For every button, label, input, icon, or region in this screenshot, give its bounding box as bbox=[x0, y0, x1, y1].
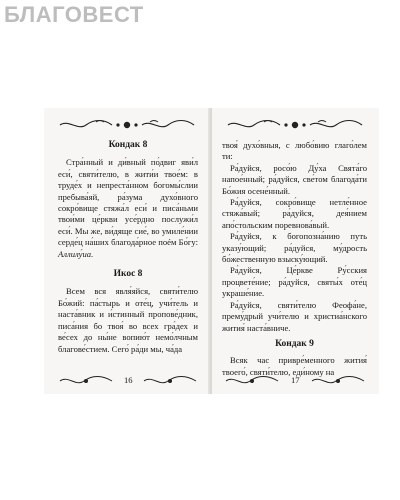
rejoice-4: Ра́дуйся, Це́ркве Ру́сския процвете́ние; ра́дуйся, святы́х оте́ц украше́ние. bbox=[222, 265, 367, 299]
rejoice-5: Ра́дуйся, святи́телю Феофа́не, прему́дрый учи́телю и христиа́нского жития́ наста́вниче. bbox=[222, 299, 367, 333]
right-continuation: твоя́ духо́вныя, с любо́вию глаго́лем ти: bbox=[222, 140, 367, 162]
page-number-16: 16 bbox=[124, 375, 133, 385]
kondak-9-heading: Кондак 9 bbox=[275, 338, 314, 349]
kondak-8-body: Стра́нный и ди́вный по́двиг яви́л еси́, святи́телю, в жити́и твое́м: в труде́х и непреста́нном богомы́слии пребыва́яй, ра́зума духо́вного сокро́вище стяжа́л еси́ и писа́ньми твои́ми це́ркви усе́рдно послужи́л еси́. Мы же, ви́дяще сие́, во умиле́нии серде́ц на́ших благода́рное поéм Бо́гу: bbox=[58, 157, 198, 248]
bottom-ornament-right-2 bbox=[310, 374, 366, 388]
rejoice-2: Ра́дуйся, сокро́вище нетле́нное стяжа́вый; ра́дуйся, дея́нием апо́стольским поревнова́вый. bbox=[222, 197, 367, 230]
bottom-ornament-right-1 bbox=[224, 374, 280, 388]
left-text-block bbox=[58, 140, 198, 355]
bottom-ornament-left-2 bbox=[142, 374, 198, 388]
alleluia: Аллилу́иа. bbox=[58, 248, 94, 259]
rejoice-3: Ра́дуйся, к богопозна́нию путь указу́ющий; ра́дуйся, му́дрость бо́жественную взыску́ющий. bbox=[222, 231, 367, 265]
kondak-8-text bbox=[58, 157, 198, 260]
ikos-8-heading: Икос 8 bbox=[113, 269, 143, 280]
right-page bbox=[212, 108, 379, 394]
page-number-17: 17 bbox=[291, 375, 300, 385]
ikos-8-text: Всем вся явля́яйся, святи́телю Бо́жий: па́стырь и оте́ц, учи́тель и наста́вник и и́стинный пропове́дник, писа́ния бо твоя́ во всех гра́дех и ве́сех до ны́не вопию́т немо́лчным благове́стием. Сего́ ра́ди мы, ча́да bbox=[58, 286, 198, 354]
kondak-8-heading: Кондак 8 bbox=[108, 140, 148, 150]
book-spread bbox=[44, 108, 379, 394]
top-ornament-right bbox=[224, 118, 366, 132]
left-page bbox=[44, 108, 210, 394]
bottom-ornament-left-1 bbox=[58, 374, 114, 388]
kondak-9-text: Всяк час привре́менного жития́ твоего́, святи́телю, еди́ному на bbox=[222, 355, 367, 377]
watermark-logo: БЛАГОВЕСТ bbox=[4, 2, 144, 27]
rejoice-1: Ра́дуйся, росо́ю Ду́ха Свята́го напое́нный; ра́дуйся, све́том благода́ти Бо́жия осене́нный. bbox=[222, 162, 367, 196]
top-ornament-left bbox=[56, 118, 198, 132]
right-text-block bbox=[222, 140, 367, 378]
